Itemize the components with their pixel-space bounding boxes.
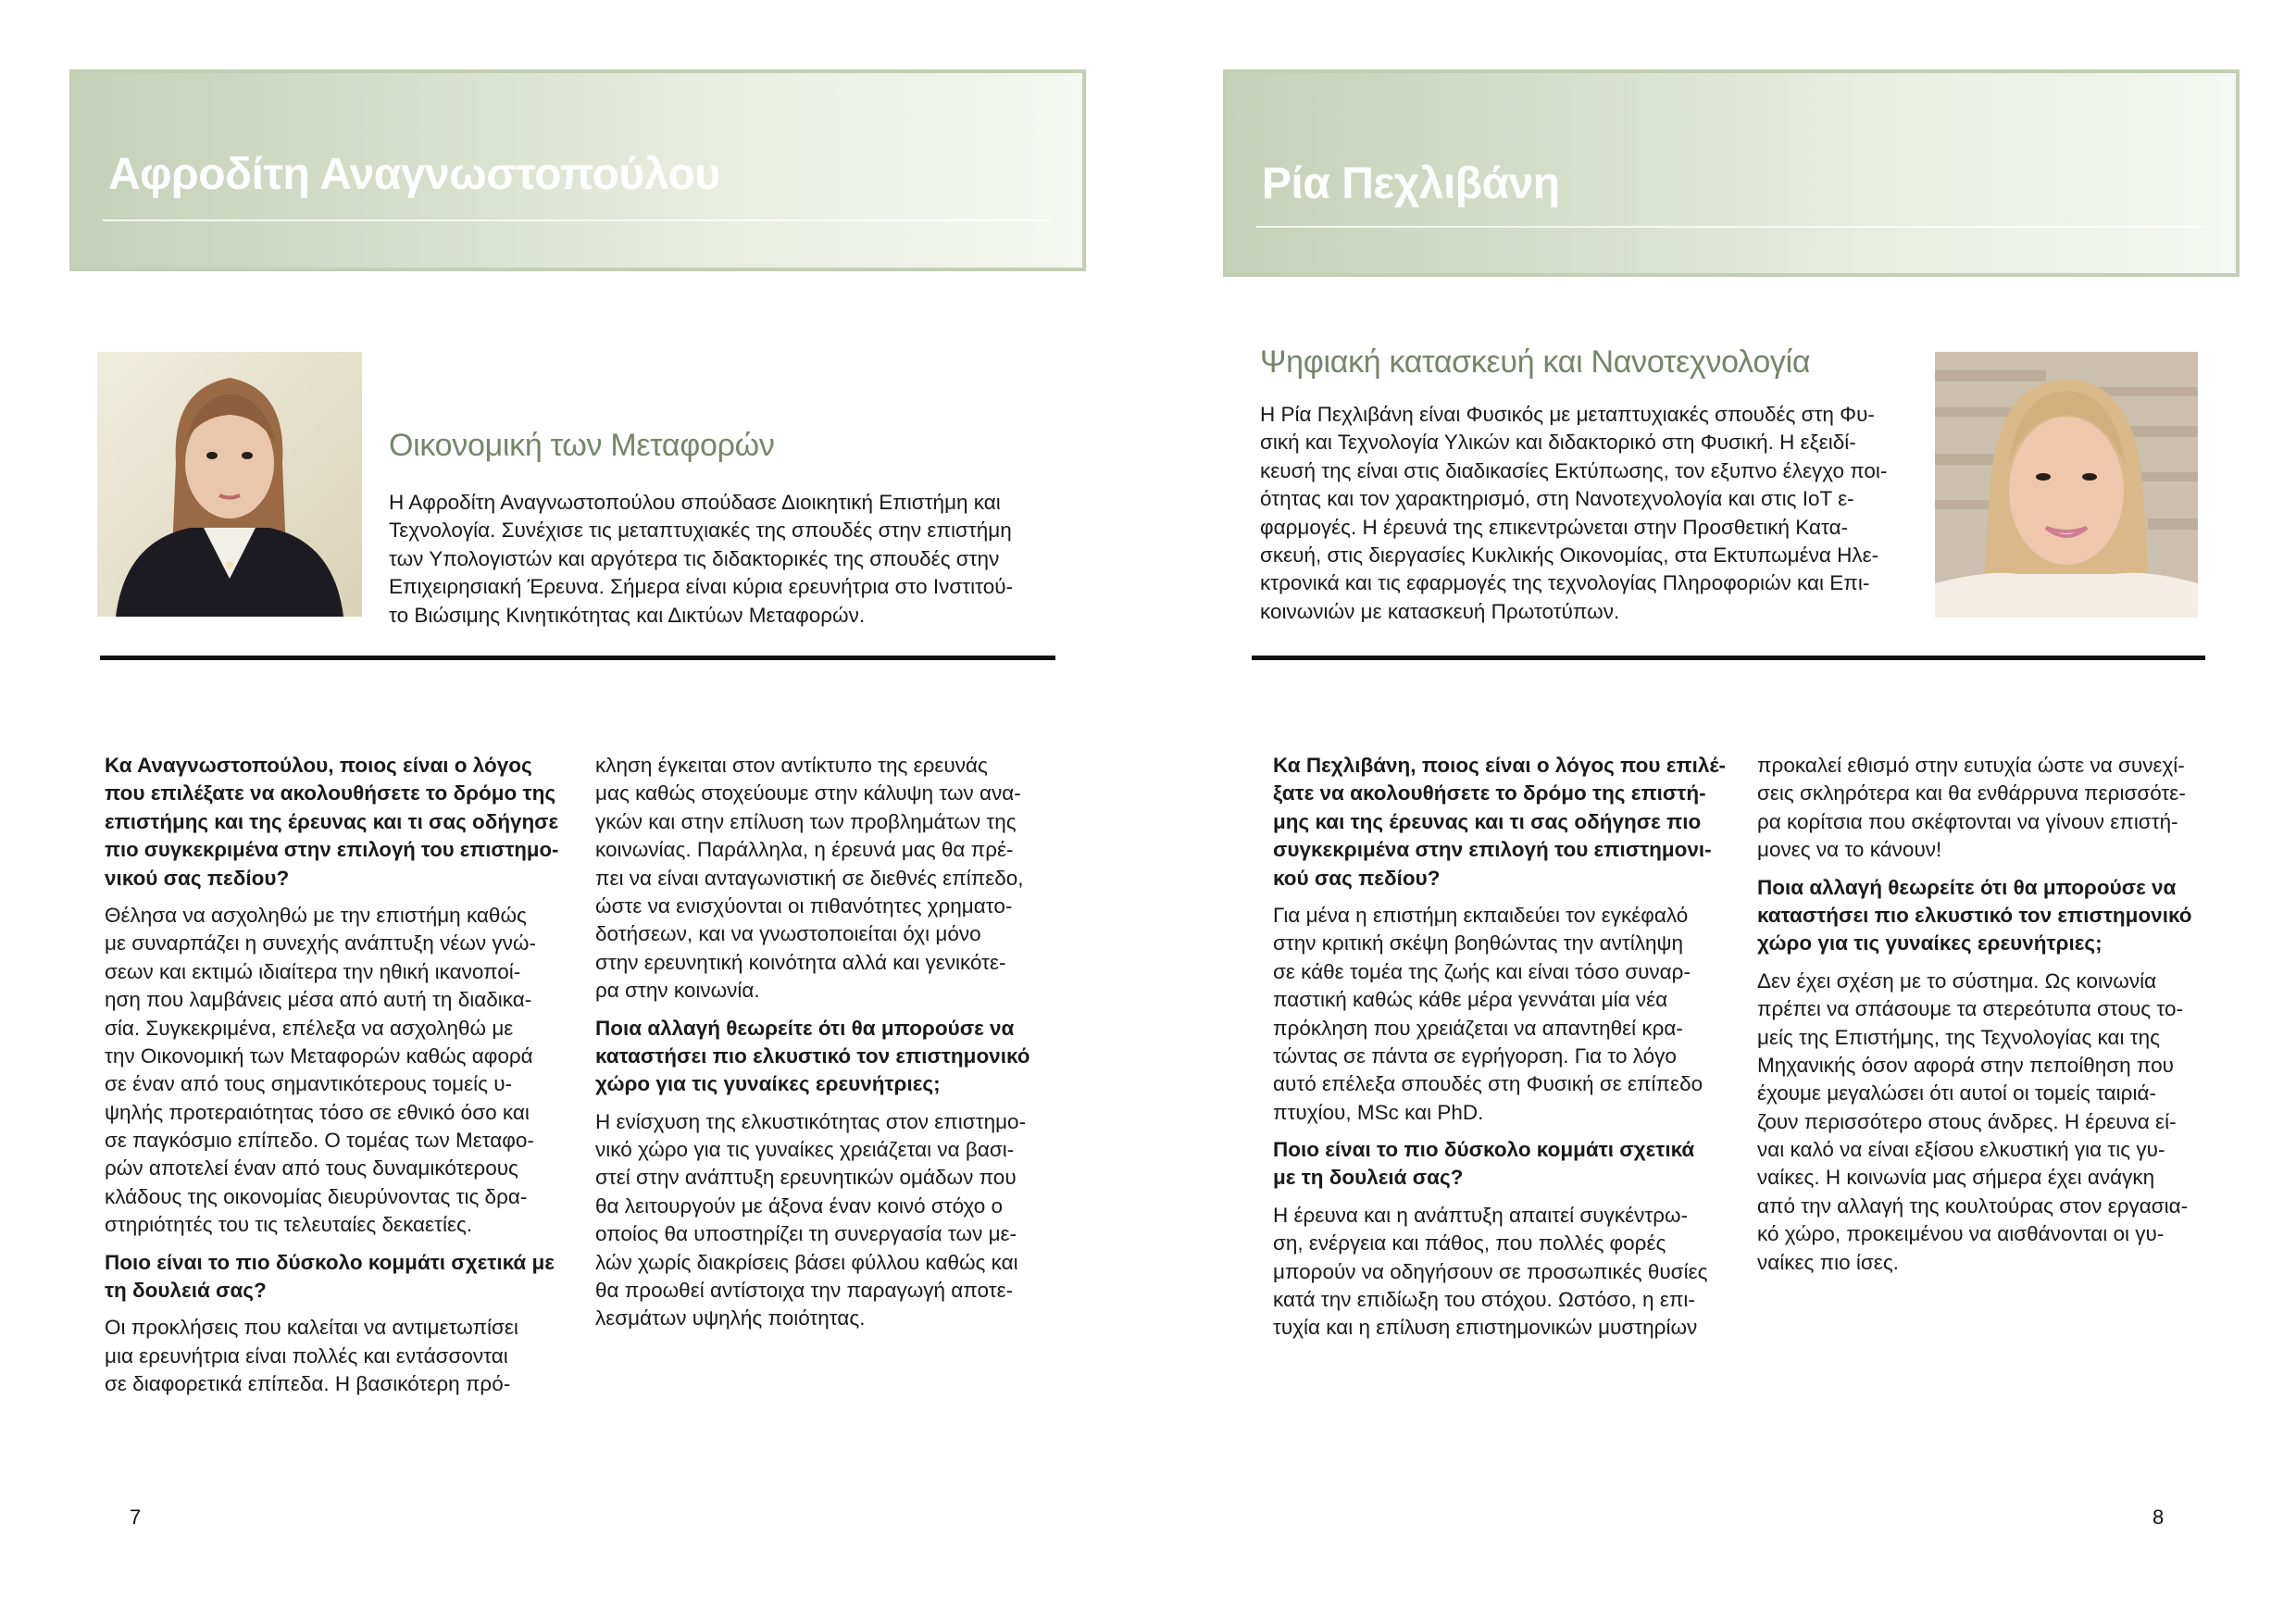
interview-question [1273,1136,1727,1193]
bio-paragraph [389,489,1037,630]
bio-line: κοινωνιών με κατασκευή Πρωτοτύπων. [1260,599,1620,623]
text-line: σεις σκληρότερα και θα ενθάρρυνα περισσότε- [1757,781,2186,806]
text-line: την Οικονομική των Μεταφορών καθώς αφορά [105,1043,533,1068]
text-line: Κα Πεχλιβάνη, ποιος είναι ο λόγος που επιλέ- [1273,754,1727,777]
text-line: καταστήσει πιο ελκυστικό τον επιστημονικό [1757,903,2192,927]
interview-answer [105,1314,558,1398]
page-number: 8 [2152,1505,2165,1529]
text-line: χώρο για τις γυναίκες ερευνήτριες; [1757,931,2103,956]
interview-question [1273,752,1727,893]
interview-answer [1757,752,2211,865]
research-field-subtitle: Οικονομική των Μεταφορών [389,428,775,463]
interview-column-2 [595,752,1049,1343]
interview-question [105,752,558,893]
text-line: τώντας σε πάντα σε εγρήγορση. Για το λόγο [1273,1043,1677,1068]
header-title: Αφροδίτη Αναγνωστοπούλου [108,150,720,199]
bio-line: φαρμογές. Η έρευνά της επικεντρώνεται στην Προσθετική Κατα- [1260,515,1849,539]
text-line: επιστήμης και της έρευνας και τι σας οδήγησε [105,809,559,833]
text-line: Για μένα η επιστήμη εκπαιδεύει τον εγκέφαλό [1273,903,1689,927]
text-line: Ποια αλλαγή θεωρείτε ότι θα μπορούσε να [1757,875,2177,899]
text-line: Οι προκλήσεις που καλείται να αντιμετωπίσει [105,1316,518,1340]
text-line: Ποιο είναι το πιο δύσκολο κομμάτι σχετικά με [105,1250,555,1274]
text-line: πρόκληση που χρειάζεται να απαντηθεί κρα- [1273,1016,1683,1040]
text-line: ξατε να ακολουθήσετε το δρόμο της επιστή- [1273,781,1706,806]
text-line: με τη δουλειά σας? [1273,1166,1464,1190]
text-line: ναίκες πιο ίσες. [1757,1250,1899,1274]
text-line: Ποια αλλαγή θεωρείτε ότι θα μπορούσε να [595,1016,1015,1040]
text-line: έχουμε μεγαλώσει ότι αυτοί οι τομείς ταιριά- [1757,1081,2156,1106]
text-line: γκών και στην επίλυση των προβλημάτων της [595,809,1017,833]
text-line: Μηχανικής όσον αφορά στην πεποίθηση που [1757,1053,2174,1077]
research-field-subtitle: Ψηφιακή κατασκευή και Νανοτεχνολογία [1260,344,1811,380]
text-line: παστική καθώς κάθε μέρα γεννάται μία νέα [1273,988,1668,1012]
text-line: πιο συγκεκριμένα στην επιλογή του επιστημο- [105,838,559,862]
text-line: από την αλλαγή της κουλτούρας στον εργασια- [1757,1193,2189,1218]
text-line: ρα στην κοινωνία. [595,979,760,1003]
text-line: στην ερευνητική κοινότητα αλλά και γενικότε- [595,950,1006,974]
text-line: Δεν έχει σχέση με το σύστημα. Ως κοινωνία [1757,968,2157,993]
interview-answer [105,902,558,1240]
header-rule [103,219,1051,221]
text-line: ψηλής προτεραιότητας τόσο σε εθνικό όσο και [105,1100,530,1124]
text-line: μείς της Επιστήμης, της Τεχνολογίας και της [1757,1025,2161,1049]
text-line: νικό χώρο για τις γυναίκες χρειάζεται να βασι- [595,1138,1015,1162]
text-line: νικού σας πεδίου? [105,866,290,890]
text-line: ρα κορίτσια που σκέφτονται να γίνουν επιστή- [1757,809,2178,833]
text-line: Η έρευνα και η ανάπτυξη απαιτεί συγκέντρω- [1273,1203,1689,1227]
text-line: κληση έγκειται στον αντίκτυπο της ερευνάς [595,754,988,777]
text-line: σεων και εκτιμώ ιδιαίτερα την ηθική ικανοποί- [105,959,521,983]
bio-line: των Υπολογιστών και αργότερα τις διδακτορικές της σπουδές στην [389,546,1000,570]
interview-answer [595,752,1049,1006]
header-rule [1256,226,2204,228]
text-line: κοινωνίας. Παράλληλα, η έρευνά μας θα πρέ- [595,838,1014,862]
bio-line: κτρονικά και τις εφαρμογές της τεχνολογίας Πληροφοριών και Επι- [1260,571,1870,595]
interview-column-2 [1757,752,2211,1286]
text-line: Κα Αναγνωστοπούλου, ποιος είναι ο λόγος [105,754,532,777]
bio-line: Τεχνολογία. Συνέχισε τις μεταπτυχιακές της σπουδές στην επιστήμη [389,518,1012,543]
text-line: τη δουλειά σας? [105,1279,267,1303]
text-line: που επιλέξατε να ακολουθήσετε το δρόμο της [105,781,556,806]
text-line: οποίος θα υποστηρίζει τη συνεργασία των με- [595,1222,1017,1246]
text-line: ώστε να ενισχύονται οι πιθανότητες χρηματο- [595,893,1013,918]
text-line: Ποιο είναι το πιο δύσκολο κομμάτι σχετικά [1273,1138,1695,1162]
text-line: μης και της έρευνας και τι σας οδήγησε πιο [1273,809,1702,833]
text-line: προκαλεί εθισμό στην ευτυχία ώστε να συνεχί- [1757,754,2185,777]
text-line: Η ενίσχυση της ελκυστικότητας στον επιστημο- [595,1109,1027,1133]
text-line: πει να είναι ανταγωνιστική σε διεθνές επίπεδο, [595,866,1024,890]
text-line: κό χώρο, προκειμένου να αισθάνονται οι γυ- [1757,1222,2165,1246]
text-line: χώρο για τις γυναίκες ερευνήτριες; [595,1072,941,1096]
bio-line: σική και Τεχνολογία Υλικών και διδακτορικό στη Φυσική. Η εξειδί- [1260,431,1856,455]
text-line: πτυχίου, MSc και PhD. [1273,1100,1484,1124]
text-line: στην κριτική σκέψη βοηθώντας την αντίληψη [1273,931,1684,956]
header-title: Ρία Πεχλιβάνη [1262,159,1560,208]
bio-line: το Βιώσιμης Κινητικότητας και Δικτύων Μεταφορών. [389,603,866,627]
page-number: 7 [130,1505,142,1529]
section-divider [1252,656,2205,660]
text-line: σε κάθε τομέα της ζωής και είναι τόσο συναρ- [1273,959,1691,983]
text-line: συγκεκριμένα στην επιλογή του επιστημονι- [1273,838,1712,862]
interview-answer [1757,968,2211,1277]
bio-line: Η Ρία Πεχλιβάνη είναι Φυσικός με μεταπτυχιακές σπουδές στη Φυ- [1260,403,1875,426]
text-line: ναίκες. Η κοινωνία μας σήμερα έχει ανάγκη [1757,1166,2155,1190]
text-line: στηριότητές του τις τελευταίες δεκαετίες. [105,1213,473,1237]
text-line: Θέλησα να ασχοληθώ με την επιστήμη καθώς [105,903,527,927]
bio-line: Επιχειρησιακή Έρευνα. Σήμερα είναι κύρια ερευνήτρια στο Ινστιτού- [389,575,1014,599]
text-line: μας καθώς στοχεύουμε στην κάλυψη των ανα- [595,781,1021,806]
text-line: σε έναν από τους σημαντικότερους τομείς υ- [105,1072,513,1096]
text-line: κλάδους της οικονομίας διευρύνοντας τις δρα- [105,1184,528,1208]
page-right [1148,0,2296,1624]
interview-question [1757,874,2211,958]
text-line: καταστήσει πιο ελκυστικό τον επιστημονικό [595,1043,1030,1068]
text-line: ρών αποτελεί έναν από τους δυναμικότερους [105,1156,518,1181]
interview-column-1 [105,752,558,1408]
text-line: στεί στην ανάπτυξη ερευνητικών ομάδων που [595,1166,1017,1190]
text-line: θα προωθεί αντίστοιχα την παραγωγή αποτε- [595,1279,1014,1303]
section-divider [100,656,1055,660]
text-line: σε διαφορετικά επίπεδα. Η βασικότερη πρό- [105,1372,511,1396]
text-line: ναι καλό να είναι εξίσου ελκυστική για τις γυ- [1757,1138,2165,1162]
text-line: ζουν περισσότερο στους άνδρες. Η έρευνα εί- [1757,1109,2177,1133]
bio-line: κευσή της είναι στις διαδικασίες Εκτύπωσης, τον εξυπνο έλεγχο ποι- [1260,458,1888,482]
bio-line: σκευή, στις διεργασίες Κυκλικής Οικονομίας, στα Εκτυπωμένα Ηλε- [1260,543,1879,567]
text-line: δοτήσεων, και να γνωστοποιείται όχι μόνο [595,922,981,946]
bio-paragraph [1260,401,1917,626]
text-line: λεσμάτων υψηλής ποιότητας. [595,1306,866,1330]
text-line: σε παγκόσμιο επίπεδο. Ο τομέας των Μεταφο- [105,1129,534,1153]
bio-line: Η Αφροδίτη Αναγνωστοπούλου σπούδασε Διοικητική Επιστήμη και [389,491,1001,514]
text-line: ση, ενέργεια και πάθος, που πολλές φορές [1273,1231,1666,1255]
interview-question [105,1249,558,1305]
text-line: κατά την επιδίωξη του στόχου. Ωστόσο, η επι- [1273,1288,1695,1312]
interview-column-1 [1273,752,1727,1352]
portrait-photo-icon [1935,352,2198,618]
text-line: πρέπει να σπάσουμε τα στερεότυπα στους το- [1757,997,2183,1021]
text-line: σία. Συγκεκριμένα, επέλεξα να ασχοληθώ με [105,1016,514,1040]
portrait-photo-icon [97,352,362,617]
text-line: αυτό επέλεξα σπουδές στη Φυσική σε επίπεδο [1273,1072,1703,1096]
name-header-banner [1223,69,2240,277]
bio-line: ότητας και τον χαρακτηρισμό, στη Νανοτεχνολογία και στις IoT ε- [1260,487,1854,511]
interview-answer [1273,902,1727,1127]
text-line: μονες να το κάνουν! [1757,838,1942,862]
text-line: θα λειτουργούν με άξονα έναν κοινό στόχο ο [595,1193,1004,1218]
interview-answer [1273,1202,1727,1343]
interview-answer [595,1108,1049,1333]
text-line: με συναρπάζει η συνεχής ανάπτυξη νέων γνώ- [105,931,536,956]
text-line: λών χωρίς διακρίσεις βάσει φύλλου καθώς και [595,1250,1018,1274]
text-line: ηση που λαμβάνεις μέσα από αυτή τη διαδικα- [105,988,532,1012]
text-line: κού σας πεδίου? [1273,866,1441,890]
text-line: μπορούν να οδηγήσουν σε προσωπικές θυσίες [1273,1259,1708,1283]
name-header-banner [69,69,1086,271]
interview-question [595,1015,1049,1099]
text-line: τυχία και η επίλυση επιστημονικών μυστηρίων [1273,1316,1698,1340]
text-line: μια ερευνήτρια είναι πολλές και εντάσσονται [105,1343,508,1368]
